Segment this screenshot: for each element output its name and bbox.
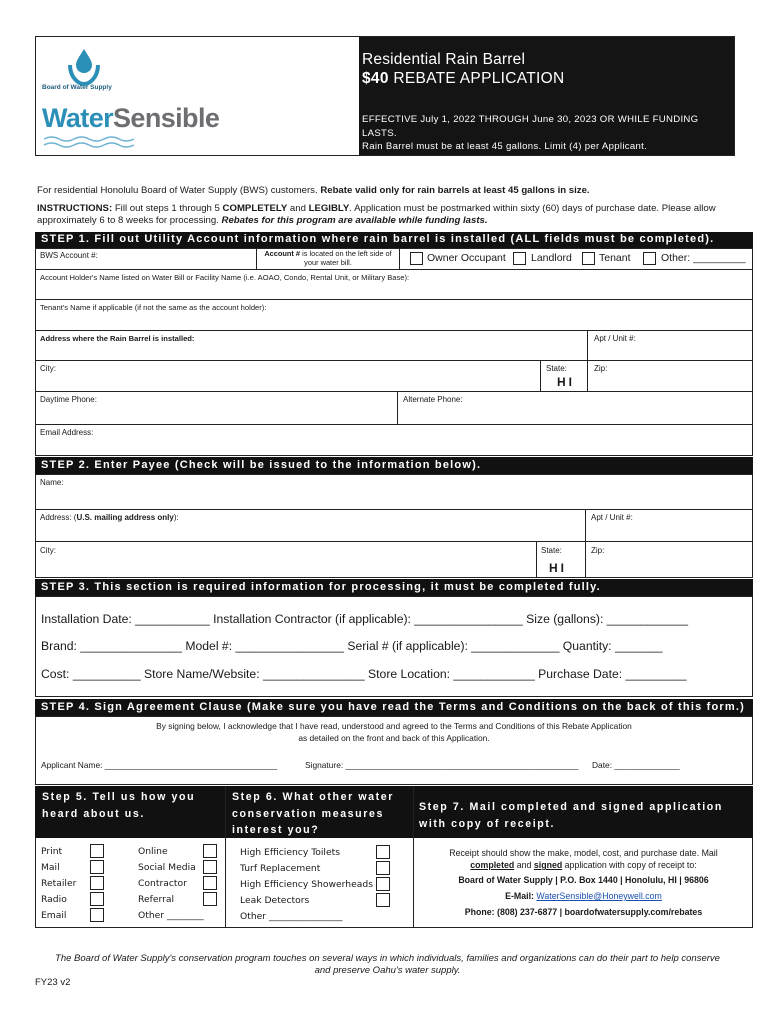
toilets-checkbox[interactable] bbox=[376, 845, 390, 859]
print-checkbox[interactable] bbox=[90, 844, 104, 858]
measure-other[interactable]: Other ________________ bbox=[240, 911, 343, 922]
mail-signed: signed bbox=[533, 860, 563, 870]
header-banner bbox=[35, 36, 735, 156]
mail-note-line2 bbox=[415, 859, 752, 871]
showerheads-checkbox[interactable] bbox=[376, 877, 390, 891]
leak-detectors-checkbox[interactable] bbox=[376, 893, 390, 907]
contact-phone: Phone: (808) 237-6877 | boardofwatersupply.com/rebates bbox=[464, 907, 703, 917]
instr-p2: COMPLETELY bbox=[222, 203, 288, 214]
payee-name-field[interactable]: Name: bbox=[40, 478, 64, 487]
account-note-bold: Account # bbox=[264, 249, 301, 258]
option-retailer: Retailer bbox=[41, 878, 77, 889]
logo-area bbox=[36, 37, 359, 155]
brand-wordmark bbox=[42, 104, 219, 132]
mail-rest: application with copy of receipt to: bbox=[562, 860, 697, 870]
email-link[interactable]: WaterSensible@Honeywell.com bbox=[536, 891, 662, 901]
contractor-checkbox[interactable] bbox=[203, 876, 217, 890]
apt-field[interactable]: Apt / Unit #: bbox=[594, 334, 636, 343]
mailing-address: Board of Water Supply | P.O. Box 1440 | Honolulu, HI | 96806 bbox=[458, 875, 709, 885]
online-checkbox[interactable] bbox=[203, 844, 217, 858]
version-label: FY23 v2 bbox=[35, 977, 71, 988]
signature-field[interactable]: Signature: __________________________________________________ bbox=[305, 760, 579, 770]
tenant-label: Tenant bbox=[599, 252, 631, 264]
option-referral: Referral bbox=[138, 894, 175, 905]
title-line2 bbox=[362, 69, 734, 89]
brand-sensible: Sensible bbox=[113, 103, 220, 133]
instr-p3: and bbox=[287, 203, 309, 214]
state-label: State: bbox=[546, 364, 567, 373]
other-checkbox[interactable] bbox=[643, 252, 656, 265]
step4-heading: STEP 4. Sign Agreement Clause (Make sure you have read the Terms and Conditions on the back of this form.) bbox=[35, 699, 753, 716]
instructions bbox=[37, 203, 737, 226]
step5-heading: Step 5. Tell us how you heard about us. bbox=[42, 791, 196, 820]
tenant-name-field[interactable]: Tenant's Name if applicable (if not the same as the account holder): bbox=[40, 303, 267, 312]
step3-line-brand[interactable]: Brand: _______________ Model #: ________________ Serial # (if applicable): _____________ Quantity: _______ bbox=[41, 639, 663, 653]
instr-p5: . Application must be postmarked within sixty (60) days of purchase date. Please allow approximately 6 to 8 weeks for processing. bbox=[37, 203, 716, 226]
title-line1: Residential Rain Barrel bbox=[362, 51, 526, 68]
landlord-label: Landlord bbox=[531, 252, 572, 264]
title-block bbox=[359, 37, 734, 155]
brand-water: Water bbox=[42, 103, 114, 133]
option-social-media: Social Media bbox=[138, 862, 196, 873]
tenant-checkbox[interactable] bbox=[582, 252, 595, 265]
option-contractor: Contractor bbox=[138, 878, 187, 889]
payee-apt-field[interactable]: Apt / Unit #: bbox=[591, 513, 633, 522]
intro-plain: For residential Honolulu Board of Water Supply (BWS) customers. bbox=[37, 185, 321, 196]
option-radio: Radio bbox=[41, 894, 67, 905]
payee-address-c: ): bbox=[173, 513, 179, 522]
option-online: Online bbox=[138, 846, 168, 857]
email-field[interactable]: Email Address: bbox=[40, 428, 94, 437]
measure-leak-detectors: Leak Detectors bbox=[240, 895, 310, 906]
footer-text: The Board of Water Supply's conservation program touches on several ways in which individuals, families and organizations can do their part to help conserve and preserve Oahu's water supply. bbox=[55, 953, 720, 976]
date-field[interactable]: Date: ______________ bbox=[592, 760, 680, 770]
step2-form bbox=[35, 474, 753, 578]
email-label: E-Mail: bbox=[505, 891, 537, 901]
state-value: HI bbox=[557, 375, 575, 389]
org-name: Board of Water Supply bbox=[42, 84, 112, 91]
referral-checkbox[interactable] bbox=[203, 892, 217, 906]
payee-state-value: HI bbox=[549, 561, 567, 575]
install-address-field[interactable]: Address where the Rain Barrel is installed: bbox=[40, 334, 195, 343]
step2-heading: STEP 2. Enter Payee (Check will be issued to the information below). bbox=[35, 457, 753, 474]
payee-city-field[interactable]: City: bbox=[40, 546, 56, 555]
retailer-checkbox[interactable] bbox=[90, 876, 104, 890]
holder-name-field[interactable]: Account Holder's Name listed on Water Bill or Facility Name (i.e. AOAO, Condo, Rental Unit, or Military Base): bbox=[40, 273, 410, 282]
measure-turf: Turf Replacement bbox=[240, 863, 321, 874]
step7-heading: Step 7. Mail completed and signed application with copy of receipt. bbox=[419, 801, 723, 830]
payee-zip-field[interactable]: Zip: bbox=[591, 546, 605, 555]
instr-p4: LEGIBLY bbox=[308, 203, 350, 214]
daytime-phone-field[interactable]: Daytime Phone: bbox=[40, 395, 97, 404]
measure-showerheads: High Efficiency Showerheads bbox=[240, 879, 373, 890]
instructions-label: INSTRUCTIONS: bbox=[37, 203, 113, 214]
title-rest: REBATE APPLICATION bbox=[388, 70, 565, 87]
contact-email bbox=[415, 890, 752, 902]
payee-address-field[interactable] bbox=[40, 513, 179, 523]
mail-and: and bbox=[514, 860, 534, 870]
option-mail: Mail bbox=[41, 862, 60, 873]
payee-address-b: U.S. mailing address only bbox=[76, 513, 174, 522]
intro-bold: Rebate valid only for rain barrels at least 45 gallons in size. bbox=[320, 185, 590, 196]
limit-note: Rain Barrel must be at least 45 gallons. Limit (4) per Applicant. bbox=[362, 141, 648, 152]
city-field[interactable]: City: bbox=[40, 364, 56, 373]
option-other-source[interactable]: Other ________ bbox=[138, 910, 204, 921]
applicant-name-field[interactable]: Applicant Name: _____________________________________ bbox=[41, 760, 278, 770]
instr-p1: Fill out steps 1 through 5 bbox=[112, 203, 223, 214]
intro-text bbox=[37, 185, 737, 197]
agreement-line1: By signing below, I acknowledge that I have read, understood and agreed to the Terms and Conditions of this Rebate Application bbox=[156, 721, 632, 731]
other-label: Other: _________ bbox=[661, 252, 746, 264]
water-drop-logo-icon bbox=[66, 47, 102, 87]
rebate-amount: $40 bbox=[362, 70, 389, 87]
account-note bbox=[256, 249, 400, 269]
step1-heading: STEP 1. Fill out Utility Account information where rain barrel is installed (ALL fields must be completed). bbox=[35, 232, 753, 248]
social-media-checkbox[interactable] bbox=[203, 860, 217, 874]
step6-heading: Step 6. What other water conservation measures interest you? bbox=[232, 791, 395, 836]
account-note-text: is located on the left side of your water bill. bbox=[300, 249, 392, 267]
instr-p6: Rebates for this program are available while funding lasts. bbox=[221, 214, 488, 226]
radio-checkbox[interactable] bbox=[90, 892, 104, 906]
step3-heading: STEP 3. This section is required information for processing, it must be completed fully. bbox=[35, 579, 753, 596]
step3-line-cost[interactable]: Cost: __________ Store Name/Website: _______________ Store Location: ____________ Purchase Date: _________ bbox=[41, 667, 687, 681]
agreement-line2: as detailed on the front and back of this Application. bbox=[298, 733, 490, 743]
email-checkbox[interactable] bbox=[90, 908, 104, 922]
step3-line-installation[interactable]: Installation Date: ___________ Installation Contractor (if applicable): ________________ Size (gallons): ____________ bbox=[41, 612, 689, 626]
turf-checkbox[interactable] bbox=[376, 861, 390, 875]
alternate-phone-field[interactable]: Alternate Phone: bbox=[403, 395, 463, 404]
mail-completed: completed bbox=[470, 860, 515, 870]
measure-toilets: High Efficiency Toilets bbox=[240, 847, 341, 858]
payee-state-label: State: bbox=[541, 546, 562, 555]
zip-field[interactable]: Zip: bbox=[594, 364, 608, 373]
wave-lines-icon bbox=[44, 135, 134, 149]
payee-address-a: Address: ( bbox=[40, 513, 77, 522]
owner-occupant-label: Owner Occupant bbox=[427, 252, 506, 264]
option-email: Email bbox=[41, 910, 67, 921]
option-print: Print bbox=[41, 846, 63, 857]
owner-occupant-checkbox[interactable] bbox=[410, 252, 423, 265]
mail-note-line1: Receipt should show the make, model, cost, and purchase date. Mail bbox=[449, 848, 718, 858]
effective-dates: EFFECTIVE July 1, 2022 THROUGH June 30, 2023 OR WHILE FUNDING LASTS. bbox=[362, 114, 699, 139]
bws-account-label: BWS Account #: bbox=[40, 251, 98, 260]
mail-checkbox[interactable] bbox=[90, 860, 104, 874]
landlord-checkbox[interactable] bbox=[513, 252, 526, 265]
